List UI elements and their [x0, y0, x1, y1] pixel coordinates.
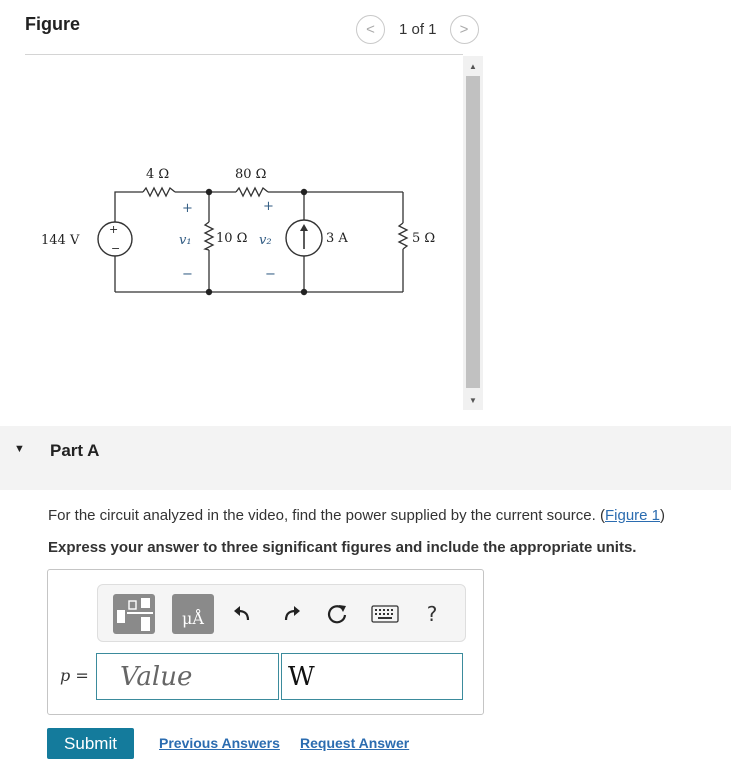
- resistor-10-ohm: [205, 222, 213, 250]
- answer-box: [47, 569, 484, 715]
- v2-minus-sign: −: [265, 267, 276, 282]
- arrow-up-icon: [300, 224, 308, 249]
- v2-label: v₂: [259, 233, 272, 248]
- resistor-80-ohm: [236, 188, 268, 196]
- templates-button[interactable]: [113, 594, 155, 634]
- redo-button[interactable]: [276, 599, 306, 629]
- request-answer-link[interactable]: Request Answer: [300, 735, 410, 751]
- figure-divider: [25, 54, 463, 55]
- caret-down-icon[interactable]: ▼: [14, 443, 25, 455]
- figure-pager: [356, 14, 479, 44]
- question-body: For the circuit analyzed in the video, find the power supplied by the current source.: [48, 507, 596, 524]
- undo-button[interactable]: [228, 599, 258, 629]
- figure-viewport: [25, 56, 463, 410]
- scroll-up-arrow-icon[interactable]: ▲: [469, 61, 477, 71]
- next-figure-button[interactable]: [450, 15, 479, 44]
- prev-figure-button[interactable]: [356, 15, 385, 44]
- reset-button[interactable]: [322, 599, 352, 629]
- resistor-4-ohm: [143, 188, 175, 196]
- resistor-5-ohm: [399, 223, 407, 249]
- variable-symbol: p: [60, 666, 71, 685]
- current-source-label: 3 A: [326, 231, 348, 246]
- chevron-left-icon: <: [366, 20, 375, 38]
- reset-icon: [326, 603, 348, 625]
- part-a-header[interactable]: [0, 426, 731, 490]
- units-icon: μÅ: [182, 609, 204, 628]
- scroll-down-arrow-icon[interactable]: ▼: [469, 395, 477, 405]
- value-input[interactable]: [96, 653, 279, 700]
- previous-answers-link[interactable]: Previous Answers: [159, 735, 280, 751]
- scroll-thumb[interactable]: [466, 76, 480, 388]
- r4-label: 5 Ω: [412, 231, 436, 246]
- source-minus-sign: −: [111, 242, 121, 255]
- chevron-right-icon: >: [459, 20, 469, 38]
- figure-scrollbar[interactable]: [463, 56, 483, 410]
- question-text: For the circuit analyzed in the video, find the power supplied by the current source. (Figure 1): [48, 507, 666, 524]
- pager-label: 1 of 1: [399, 20, 437, 38]
- circuit-diagram: [39, 160, 469, 310]
- unit-input[interactable]: [281, 653, 463, 700]
- keyboard-button[interactable]: [368, 599, 402, 629]
- figure-link[interactable]: Figure 1: [604, 507, 661, 524]
- figure-title: Figure: [25, 14, 81, 34]
- v2-plus-sign: +: [263, 199, 274, 214]
- redo-icon: [281, 604, 301, 624]
- units-button[interactable]: [172, 594, 214, 634]
- v1-plus-sign: +: [182, 201, 193, 216]
- part-a-title: Part A: [50, 441, 100, 460]
- help-icon: ?: [426, 602, 438, 626]
- math-toolbar: [97, 584, 466, 642]
- equals-sign: =: [75, 666, 89, 685]
- r2-label: 80 Ω: [235, 167, 267, 182]
- submit-button[interactable]: Submit: [47, 728, 134, 759]
- source-plus-sign: +: [109, 223, 119, 236]
- r1-label: 4 Ω: [146, 167, 170, 182]
- v1-label: v₁: [179, 233, 192, 248]
- fraction-template-icon: [113, 594, 155, 634]
- help-button[interactable]: [417, 599, 447, 629]
- r3-label: 10 Ω: [216, 231, 248, 246]
- instruction-text: Express your answer to three significant figures and include the appropriate units.: [48, 539, 637, 556]
- v1-minus-sign: −: [182, 267, 193, 282]
- undo-icon: [233, 604, 253, 624]
- answer-variable-label: [60, 666, 89, 685]
- source-voltage-label: 144 V: [41, 233, 80, 248]
- keyboard-icon: [371, 605, 399, 623]
